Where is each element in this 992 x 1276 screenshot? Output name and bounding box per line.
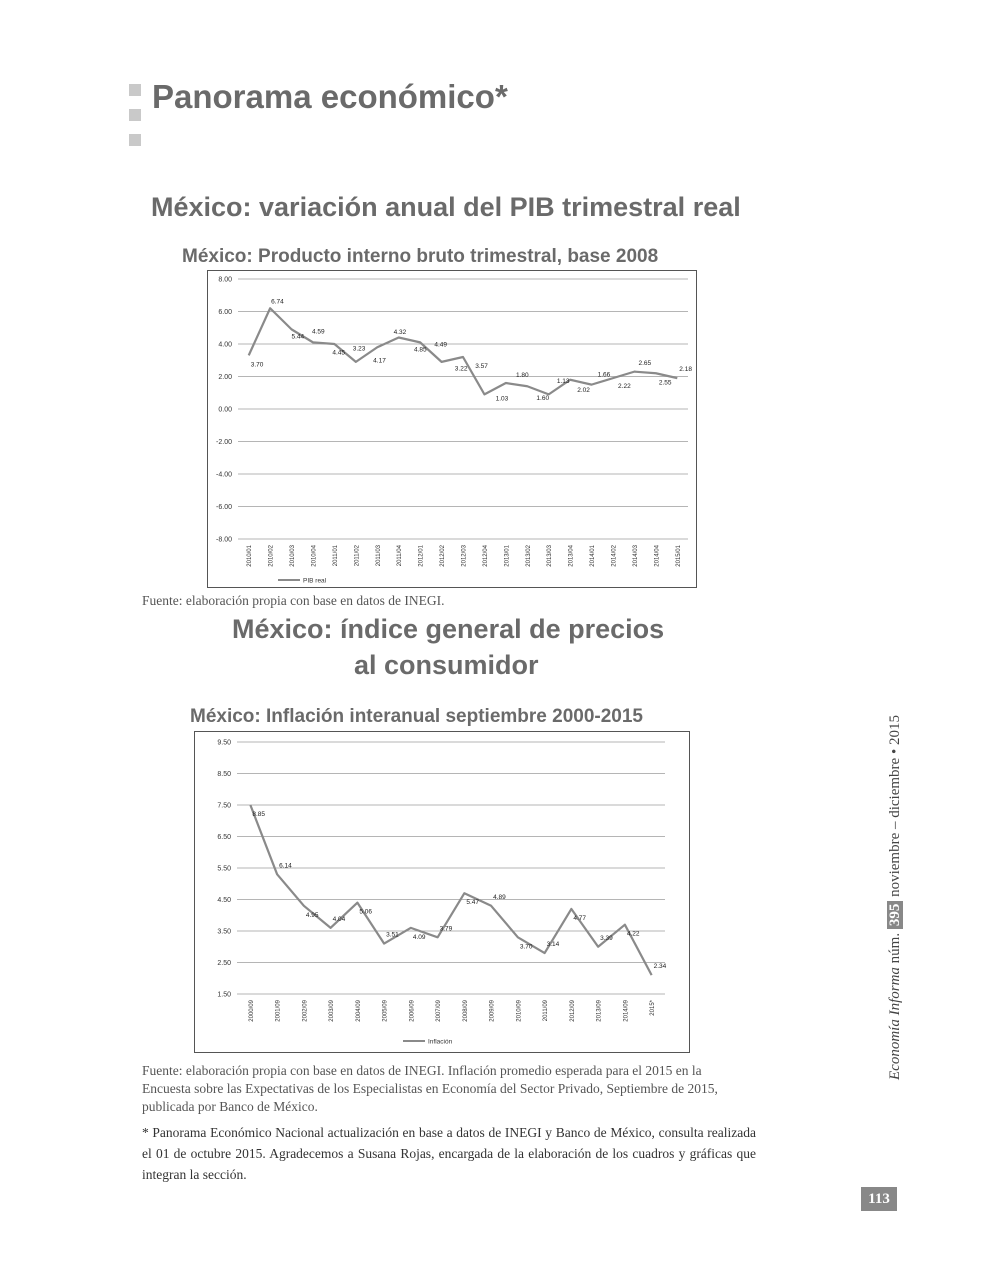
gdp-x-tick-label: 2014/02 <box>611 545 618 567</box>
gdp-data-label: 4.45 <box>332 349 346 357</box>
heading-cpi-line2: al consumidor <box>354 650 539 680</box>
cpi-x-tick-label: 2010/09 <box>516 1000 523 1022</box>
cpi-x-tick-label: 2013/09 <box>596 1000 603 1022</box>
cpi-data-label: 8.85 <box>252 811 266 818</box>
cpi-data-label: 3.79 <box>439 925 453 933</box>
chart-title-gdp: México: Producto interno bruto trimestral, base 2008 <box>182 246 659 267</box>
cpi-x-tick-label: 2005/09 <box>382 1000 389 1022</box>
cpi-x-tick-label: 2015* <box>650 1000 657 1016</box>
gdp-y-tick-label: 4.00 <box>218 341 232 349</box>
gdp-x-tick-label: 2011/03 <box>375 545 382 567</box>
gdp-data-label: 4.49 <box>434 341 448 349</box>
gdp-x-tick-label: 2012/02 <box>440 545 447 567</box>
decorative-square-1 <box>129 84 141 96</box>
cpi-data-label: 4.95 <box>305 911 319 919</box>
gdp-data-label: 1.66 <box>597 371 611 379</box>
cpi-x-tick-label: 2014/09 <box>623 1000 630 1022</box>
cpi-x-tick-label: 2002/09 <box>302 1000 309 1022</box>
heading-cpi-line1: México: índice general de precios <box>232 614 665 644</box>
cpi-data-label: 3.14 <box>546 941 560 949</box>
gdp-data-label: 3.70 <box>250 361 264 369</box>
decorative-square-3 <box>129 134 141 146</box>
cpi-x-tick-label: 2000/09 <box>248 1000 255 1022</box>
cpi-y-tick-label: 3.50 <box>217 928 231 936</box>
gdp-data-label: 3.22 <box>454 365 468 373</box>
gdp-x-tick-label: 2015/01 <box>675 545 682 567</box>
side-journal-line <box>883 660 907 1080</box>
chart-gdp <box>207 270 697 588</box>
gdp-x-tick-label: 2011/04 <box>397 545 404 567</box>
side-period: noviembre – diciembre • 2015 <box>887 715 903 897</box>
gdp-data-label: 1.13 <box>556 378 570 386</box>
gdp-data-label: 2.18 <box>679 366 692 374</box>
cpi-y-tick-label: 4.50 <box>217 897 231 904</box>
gdp-data-label: 4.85 <box>413 346 427 354</box>
side-issue-number: 395 <box>887 901 903 930</box>
cpi-data-label: 4.77 <box>573 914 587 922</box>
cpi-y-tick-label: 6.50 <box>217 834 231 841</box>
cpi-x-tick-label: 2008/09 <box>462 1000 469 1022</box>
cpi-data-label: 6.14 <box>279 862 292 870</box>
gdp-data-label: 3.23 <box>352 345 366 353</box>
cpi-data-label: 4.22 <box>626 930 640 938</box>
cpi-x-tick-label: 2001/09 <box>275 1000 282 1022</box>
gdp-data-label: 4.17 <box>373 357 386 365</box>
cpi-data-label: 2.34 <box>653 963 667 971</box>
gdp-x-tick-label: 2010/01 <box>247 545 254 567</box>
gdp-x-tick-label: 2011/02 <box>354 545 361 567</box>
cpi-y-tick-label: 9.50 <box>217 739 231 747</box>
cpi-y-tick-label: 8.50 <box>217 771 231 778</box>
gdp-y-tick-label: 6.00 <box>218 309 232 316</box>
gdp-x-tick-label: 2012/01 <box>418 545 425 567</box>
cpi-series-line <box>250 805 651 975</box>
source-gdp: Fuente: elaboración propia con base en datos de INEGI. <box>142 593 445 608</box>
gdp-x-tick-label: 2013/02 <box>525 545 532 567</box>
gdp-data-label: 2.55 <box>658 379 672 387</box>
page-number: 113 <box>861 1187 897 1211</box>
gdp-legend-label: PIB real <box>303 577 327 585</box>
cpi-x-tick-label: 2004/09 <box>355 1000 362 1022</box>
decorative-square-2 <box>129 109 141 121</box>
cpi-data-label: 4.09 <box>412 933 426 941</box>
gdp-x-tick-label: 2011/01 <box>332 545 339 567</box>
cpi-data-label: 5.47 <box>466 899 480 907</box>
gdp-data-label: 1.60 <box>536 394 550 402</box>
cpi-y-tick-label: 5.50 <box>217 865 231 873</box>
gdp-data-label: 5.44 <box>291 333 305 341</box>
cpi-legend-label: Inflación <box>428 1038 453 1046</box>
gdp-x-tick-label: 2013/03 <box>547 545 554 567</box>
cpi-x-tick-label: 2011/09 <box>543 1000 550 1022</box>
gdp-y-tick-label: 0.00 <box>218 406 232 414</box>
chart-gdp-svg <box>208 271 696 587</box>
cpi-y-tick-label: 2.50 <box>217 960 231 967</box>
gdp-x-tick-label: 2014/01 <box>590 545 597 567</box>
gdp-y-tick-label: 8.00 <box>218 276 232 284</box>
gdp-data-label: 3.57 <box>475 362 488 370</box>
gdp-y-tick-label: -8.00 <box>216 536 232 544</box>
gdp-x-tick-label: 2014/04 <box>654 545 661 567</box>
gdp-y-tick-label: -6.00 <box>216 504 232 511</box>
gdp-x-tick-label: 2012/04 <box>482 545 489 567</box>
gdp-data-label: 1.80 <box>516 372 529 380</box>
gdp-data-label: 2.65 <box>638 359 652 367</box>
cpi-x-tick-label: 2009/09 <box>489 1000 496 1022</box>
chart-title-cpi: México: Inflación interanual septiembre 2000-2015 <box>190 706 644 727</box>
source-cpi: Fuente: elaboración propia con base en datos de INEGI. Inflación promedio esperada para el 2015 en la Encuesta sobre las Expectativas de los Especialistas en Economía del Sector Privado, Septiembre de 2015, publicada por Banco de México. <box>142 1063 718 1114</box>
cpi-data-label: 4.04 <box>332 915 346 923</box>
cpi-y-tick-label: 1.50 <box>217 991 231 999</box>
cpi-x-tick-label: 2006/09 <box>409 1000 416 1022</box>
gdp-series-line <box>249 308 678 394</box>
gdp-x-tick-label: 2010/02 <box>268 545 275 567</box>
gdp-y-tick-label: 2.00 <box>218 374 232 381</box>
cpi-data-label: 4.89 <box>493 893 506 901</box>
gdp-y-tick-label: -2.00 <box>216 439 232 446</box>
cpi-data-label: 3.39 <box>600 934 613 942</box>
gdp-x-tick-label: 2013/01 <box>504 545 511 567</box>
gdp-x-tick-label: 2014/03 <box>632 545 639 567</box>
gdp-data-label: 2.02 <box>577 386 590 394</box>
gdp-data-label: 1.03 <box>495 395 509 403</box>
chart-cpi-svg <box>195 732 689 1052</box>
cpi-y-tick-label: 7.50 <box>217 802 231 810</box>
gdp-data-label: 2.22 <box>618 383 631 391</box>
cpi-data-label: 5.06 <box>359 908 373 916</box>
chart-cpi <box>194 731 690 1053</box>
gdp-x-tick-label: 2012/03 <box>461 545 468 567</box>
gdp-x-tick-label: 2013/04 <box>568 545 575 567</box>
cpi-x-tick-label: 2003/09 <box>329 1000 336 1022</box>
heading-gdp: México: variación anual del PIB trimestral real <box>151 192 741 222</box>
footnote: * Panorama Económico Nacional actualización en base a datos de INEGI y Banco de México, consulta realizada el 01 de octubre 2015. Agradecemos a Susana Rojas, encargada de la elaboración de los cuadros y gráficas que integran la sección. <box>142 1125 756 1182</box>
cpi-data-label: 3.51 <box>386 931 399 939</box>
gdp-data-label: 4.59 <box>311 328 325 336</box>
section-title: Panorama económico* <box>152 78 508 115</box>
gdp-x-tick-label: 2010/03 <box>290 545 297 567</box>
cpi-x-tick-label: 2007/09 <box>436 1000 443 1022</box>
gdp-data-label: 4.32 <box>393 328 407 336</box>
gdp-y-tick-label: -4.00 <box>216 471 232 479</box>
side-journal: Economía Informa <box>887 967 903 1080</box>
gdp-data-label: 6.74 <box>271 298 284 306</box>
cpi-x-tick-label: 2012/09 <box>569 1000 576 1022</box>
gdp-x-tick-label: 2010/04 <box>311 545 318 567</box>
side-num-label: núm. <box>887 932 903 964</box>
cpi-data-label: 3.70 <box>519 943 533 951</box>
